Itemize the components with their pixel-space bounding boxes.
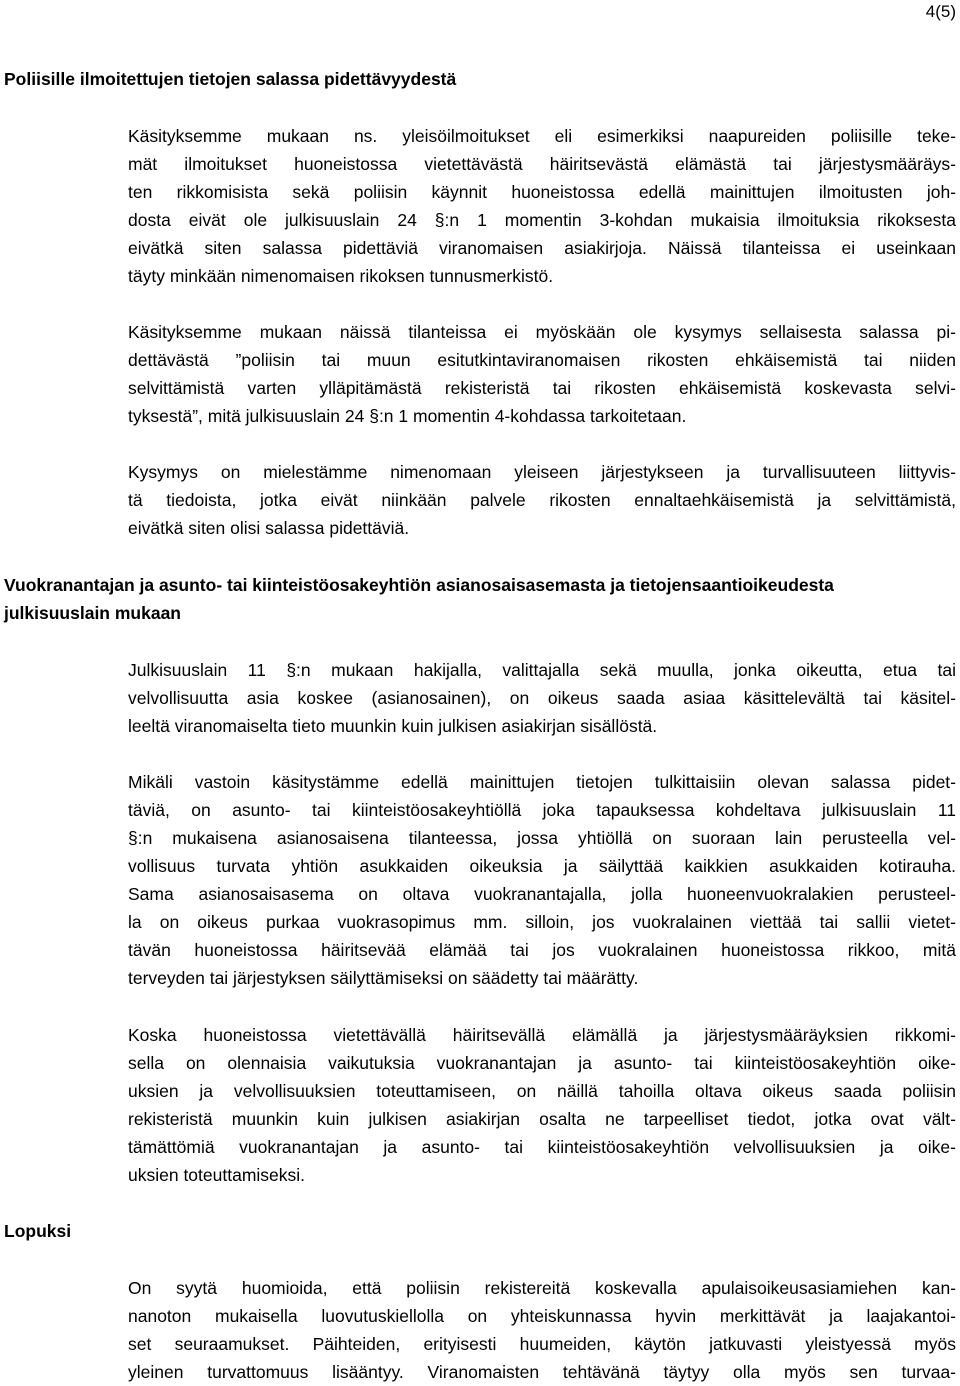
text-line: tämättömiä vuokranantajan ja asunto- tai kiinteistöosakeyhtiön velvollisuuksien ja oike-	[128, 1137, 956, 1157]
text-line: vollisuus turvata yhtiön asukkaiden oikeuksia ja säilyttää kaikkien asukkaiden kotirauha.	[128, 856, 956, 876]
text-line: tyksestä”, mitä julkisuuslain 24 §:n 1 momentin 4-kohdassa tarkoitetaan.	[128, 406, 687, 426]
text-line: Kysymys on mielestämme nimenomaan yleiseen järjestykseen ja turvallisuuteen liittyvis-	[128, 462, 956, 482]
text-line: leeltä viranomaiselta tieto muunkin kuin julkisen asiakirjan sisällöstä.	[128, 716, 658, 736]
paragraph-section-11	[128, 656, 956, 740]
text-line: eivätkä siten olisi salassa pidettäviä.	[128, 518, 410, 538]
text-line: tävän huoneistossa häiritsevää elämää tai jos vuokralainen huoneistossa rikkoo, mitä	[128, 940, 956, 960]
paragraph-disturbance-effects	[128, 1021, 956, 1189]
section-heading-confidentiality: Poliisille ilmoitettujen tietojen salassa pidettävyydestä	[4, 69, 457, 89]
text-line: uksien toteuttamiseksi.	[128, 1165, 306, 1185]
text-line: §:n mukaisena asianosaisena tilanteessa, jossa yhtiöllä on suoraan lain perusteella vel-	[128, 828, 956, 848]
heading-line: julkisuuslain mukaan	[4, 603, 181, 623]
text-line: Julkisuuslain 11 §:n mukaan hakijalla, valittajalla sekä muulla, jonka oikeutta, etua tai	[128, 660, 956, 680]
text-line: dosta eivät ole julkisuuslain 24 §:n 1 momentin 3-kohdan mukaisia ilmoituksia rikoksesta	[128, 210, 956, 230]
paragraph-party-status	[128, 768, 956, 992]
text-line: Käsityksemme mukaan ns. yleisöilmoitukset eli esimerkiksi naapureiden poliisille teke-	[128, 126, 956, 146]
text-line: la on oikeus purkaa vuokrasopimus mm. silloin, jos vuokralainen viettää tai sallii vietet-	[128, 912, 956, 932]
text-line: Koska huoneistossa vietettävällä häiritsevällä elämällä ja järjestysmääräyksien rikkomi-	[128, 1025, 956, 1045]
text-line: eivätkä siten salassa pidettäviä viranomaisen asiakirjoja. Näissä tilanteissa ei useinkaan	[128, 238, 956, 258]
text-line: sella on olennaisia vaikutuksia vuokranantajan ja asunto- tai kiinteistöosakeyhtiön oike-	[128, 1053, 956, 1073]
text-line: set seuraamukset. Päihteiden, erityisesti huumeiden, käytön jatkuvasti yleistyessä myös	[128, 1334, 956, 1354]
text-line: Sama asianosaisasema on oltava vuokranantajalla, jolla huoneenvuokralakien perusteel-	[128, 884, 956, 904]
paragraph-public-notifications	[128, 122, 956, 290]
text-line: uksien ja velvollisuuksien toteuttamiseen, on näillä tahoilla oltava oikeus saada poliisin	[128, 1081, 956, 1101]
text-line: täyty minkään nimenomaisen rikoksen tunnusmerkistö.	[128, 266, 554, 286]
paragraph-register-interpretation	[128, 318, 956, 430]
text-line: nanoton mukaisella luovutuskiellolla on yhteiskunnassa hyvin merkittävät ja laajakantoi-	[128, 1306, 956, 1326]
text-line: rekisteristä muunkin kuin julkisen asiakirjan osalta ne tarpeelliset tiedot, jotka ovat vält-	[128, 1109, 956, 1129]
page-number: 4(5)	[925, 2, 956, 21]
text-line: On syytä huomioida, että poliisin rekistereitä koskevalla apulaisoikeusasiamiehen kan-	[128, 1278, 956, 1298]
section-heading-landlord-status	[4, 571, 956, 627]
text-line: yleinen turvattomuus lisääntyy. Viranomaisten tehtävänä täytyy olla myös sen turvaa-	[128, 1362, 956, 1382]
text-line: dettävästä ”poliisin tai muun esitutkintaviranomaisen rikosten ehkäisemistä tai niiden	[128, 350, 956, 370]
text-line: Mikäli vastoin käsitystämme edellä mainittujen tietojen tulkittaisiin olevan salassa pidet-	[128, 772, 956, 792]
text-line: Käsityksemme mukaan näissä tilanteissa ei myöskään ole kysymys sellaisesta salassa pi-	[128, 322, 956, 342]
section-heading-conclusion: Lopuksi	[4, 1221, 72, 1241]
text-line: selvittämistä varten ylläpitämästä rekisteristä tai rikosten ehkäisemistä koskevasta selvi-	[128, 378, 956, 398]
text-line: terveyden tai järjestyksen säilyttämiseksi on säädetty tai määrätty.	[128, 968, 639, 988]
text-line: ten rikkomisista sekä poliisin käynnit huoneistossa edellä mainittujen ilmoitusten joh-	[128, 182, 956, 202]
text-line: tä tiedoista, jotka eivät niinkään palvele rikosten ennaltaehkäisemistä ja selvittämistä,	[128, 490, 956, 510]
paragraph-public-order	[128, 458, 956, 542]
paragraph-conclusion	[128, 1274, 956, 1386]
text-line: täviä, on asunto- tai kiinteistöosakeyhtiöllä joka tapauksessa kohdeltava julkisuuslain 11	[128, 800, 956, 820]
heading-line: Vuokranantajan ja asunto- tai kiinteistöosakeyhtiön asianosaisasemasta ja tietojensaantioikeudesta	[4, 575, 834, 595]
text-line: mät ilmoitukset huoneistossa vietettävästä häiritsevästä elämästä tai järjestysmääräys-	[128, 154, 956, 174]
text-line: velvollisuutta asia koskee (asianosainen), on oikeus saada asiaa käsittelevältä tai käsitel-	[128, 688, 956, 708]
